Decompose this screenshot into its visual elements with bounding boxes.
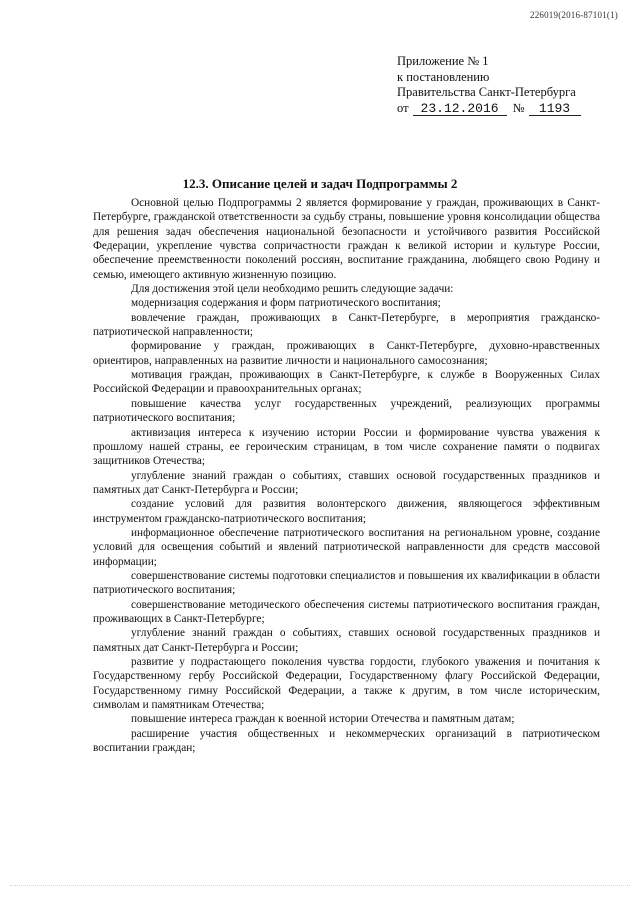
resolution-number: 1193 bbox=[529, 102, 581, 116]
task-item: мотивация граждан, проживающих в Санкт-Петербурге, к службе в Вооруженных Силах Российской Федерации и правоохранительных органах; bbox=[93, 369, 600, 396]
task-item: активизация интереса к изучению истории России и формирование чувства уважения к прошлому нашей страны, ее героическим страницам, в том числе сохранение памяти о подвигах защитников Отечества; bbox=[93, 426, 600, 468]
task-item: углубление знаний граждан о событиях, ставших основой государственных праздников и памятных дат Санкт-Петербурга и России; bbox=[93, 627, 600, 654]
task-item: информационное обеспечение патриотического воспитания на региональном уровне, создание условий для освещения событий и явлений патриотической направленности для средств массовой информации; bbox=[93, 526, 600, 568]
task-item: повышение качества услуг государственных учреждений, реализующих программы патриотического воспитания; bbox=[93, 397, 600, 425]
from-label: от bbox=[397, 100, 409, 115]
appendix-government-line: Правительства Санкт-Петербурга bbox=[397, 85, 576, 99]
task-item: повышение интереса граждан к военной истории Отечества и памятным датам; bbox=[131, 713, 515, 726]
body-text bbox=[93, 196, 600, 755]
section-title: 12.3. Описание целей и задач Подпрограммы 2 bbox=[182, 176, 458, 191]
task-item: модернизация содержания и форм патриотического воспитания; bbox=[131, 297, 441, 310]
task-item: совершенствование методического обеспечения системы патриотического воспитания граждан, проживающих в Санкт-Петербурге; bbox=[93, 598, 600, 625]
task-item: формирование у граждан, проживающих в Санкт-Петербурге, духовно-нравственных ориентиров, направленных на развитие личности и национального самосознания; bbox=[93, 340, 600, 367]
appendix-resolution-line: к постановлению bbox=[397, 69, 490, 84]
appendix-title: Приложение № 1 bbox=[397, 54, 489, 68]
resolution-date: 23.12.2016 bbox=[413, 102, 507, 116]
task-item: развитие у подрастающего поколения чувства гордости, глубокого уважения и почитания к Государственному гербу Российской Федерации, Государственному флагу Российской Федерации, Государственному гимну Российской Федерации, а также к другим, в том числе историческим, символам и памятникам Отечества; bbox=[93, 656, 600, 712]
scan-artifact-line bbox=[10, 885, 630, 888]
paragraph-main-goal: Основной целью Подпрограммы 2 является формирование у граждан, проживающих в Санкт-Петербурге, гражданской ответственности за судьбу страны, повышение уровня консолидации общества для решения задач обеспечения национальной безопасности и устойчивого развития Российской Федерации, укрепление чувства сопричастности граждан к великой истории и культуре России, обеспечение преемственности поколений россиян, воспитание гражданина, любящего свою Родину и семью, имеющего активную жизненную позицию. bbox=[93, 197, 600, 281]
task-item: расширение участия общественных и некоммерческих организаций в патриотическом воспитании граждан; bbox=[93, 727, 600, 755]
document-registration-code: 226019(2016-87101(1) bbox=[530, 10, 618, 20]
task-item: вовлечение граждан, проживающих в Санкт-Петербурге, в мероприятия гражданско-патриотической направленности; bbox=[93, 311, 600, 339]
paragraph-tasks-intro: Для достижения этой цели необходимо решить следующие задачи: bbox=[131, 283, 454, 296]
task-item: углубление знаний граждан о событиях, ставших основой государственных праздников и памятных дат Санкт-Петербурга и России; bbox=[93, 469, 600, 496]
number-label: № bbox=[512, 100, 525, 115]
appendix-block bbox=[397, 54, 627, 116]
task-item: создание условий для развития волонтерского движения, являющегося эффективным инструментом гражданско-патриотического воспитания; bbox=[93, 498, 600, 525]
task-item: совершенствование системы подготовки специалистов и повышения их квалификации в области патриотического воспитания; bbox=[93, 569, 600, 597]
appendix-date-number-line bbox=[397, 101, 627, 117]
